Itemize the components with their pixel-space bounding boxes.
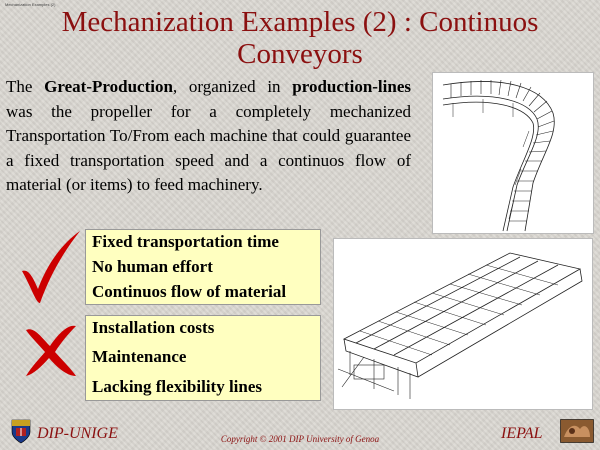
title-line-1: Mechanization Examples (2) : Continuos: [61, 6, 539, 38]
lab-logo-icon: [560, 419, 594, 443]
cross-mark-icon: [20, 320, 80, 380]
title-line-2: Conveyors: [237, 38, 363, 70]
footer-department: DIP-UNIGE: [37, 425, 118, 442]
footer-copyright: Copyright © 2001 DIP University of Genoa: [220, 434, 380, 444]
intro-paragraph: [6, 75, 411, 198]
disadvantage-item: Lacking flexibility lines: [92, 377, 263, 396]
intro-part-2: , organized in: [172, 77, 293, 96]
intro-bold-great-production: Great-Production: [44, 77, 173, 96]
disadvantage-item: Maintenance: [92, 347, 187, 366]
slide-title: [0, 6, 600, 70]
slide-tiny-label: Mechanization Examples (2): [5, 2, 56, 7]
intro-bold-production-lines: production-lines: [292, 77, 411, 96]
curved-conveyor-image: [432, 72, 594, 234]
footer-lab-name: IEPAL: [501, 425, 543, 442]
curved-conveyor-drawing: [433, 73, 593, 233]
intro-part-3: was the propeller for a completely mechanized Transportation To/From each machine that could guarantee a fixed transportation speed and a continuos flow of material (or items) to feed machinery.: [6, 101, 411, 194]
advantage-item: Continuos flow of material: [92, 282, 287, 301]
advantage-item: No human effort: [92, 257, 213, 276]
straight-conveyor-image: [333, 238, 593, 410]
straight-conveyor-drawing: [334, 239, 592, 409]
disadvantage-item: Installation costs: [92, 318, 215, 337]
disadvantages-box: [85, 315, 321, 401]
intro-part-1: The: [6, 77, 45, 96]
advantages-box: [85, 229, 321, 305]
advantage-item: Fixed transportation time: [92, 232, 279, 251]
check-mark-icon: [18, 229, 84, 305]
